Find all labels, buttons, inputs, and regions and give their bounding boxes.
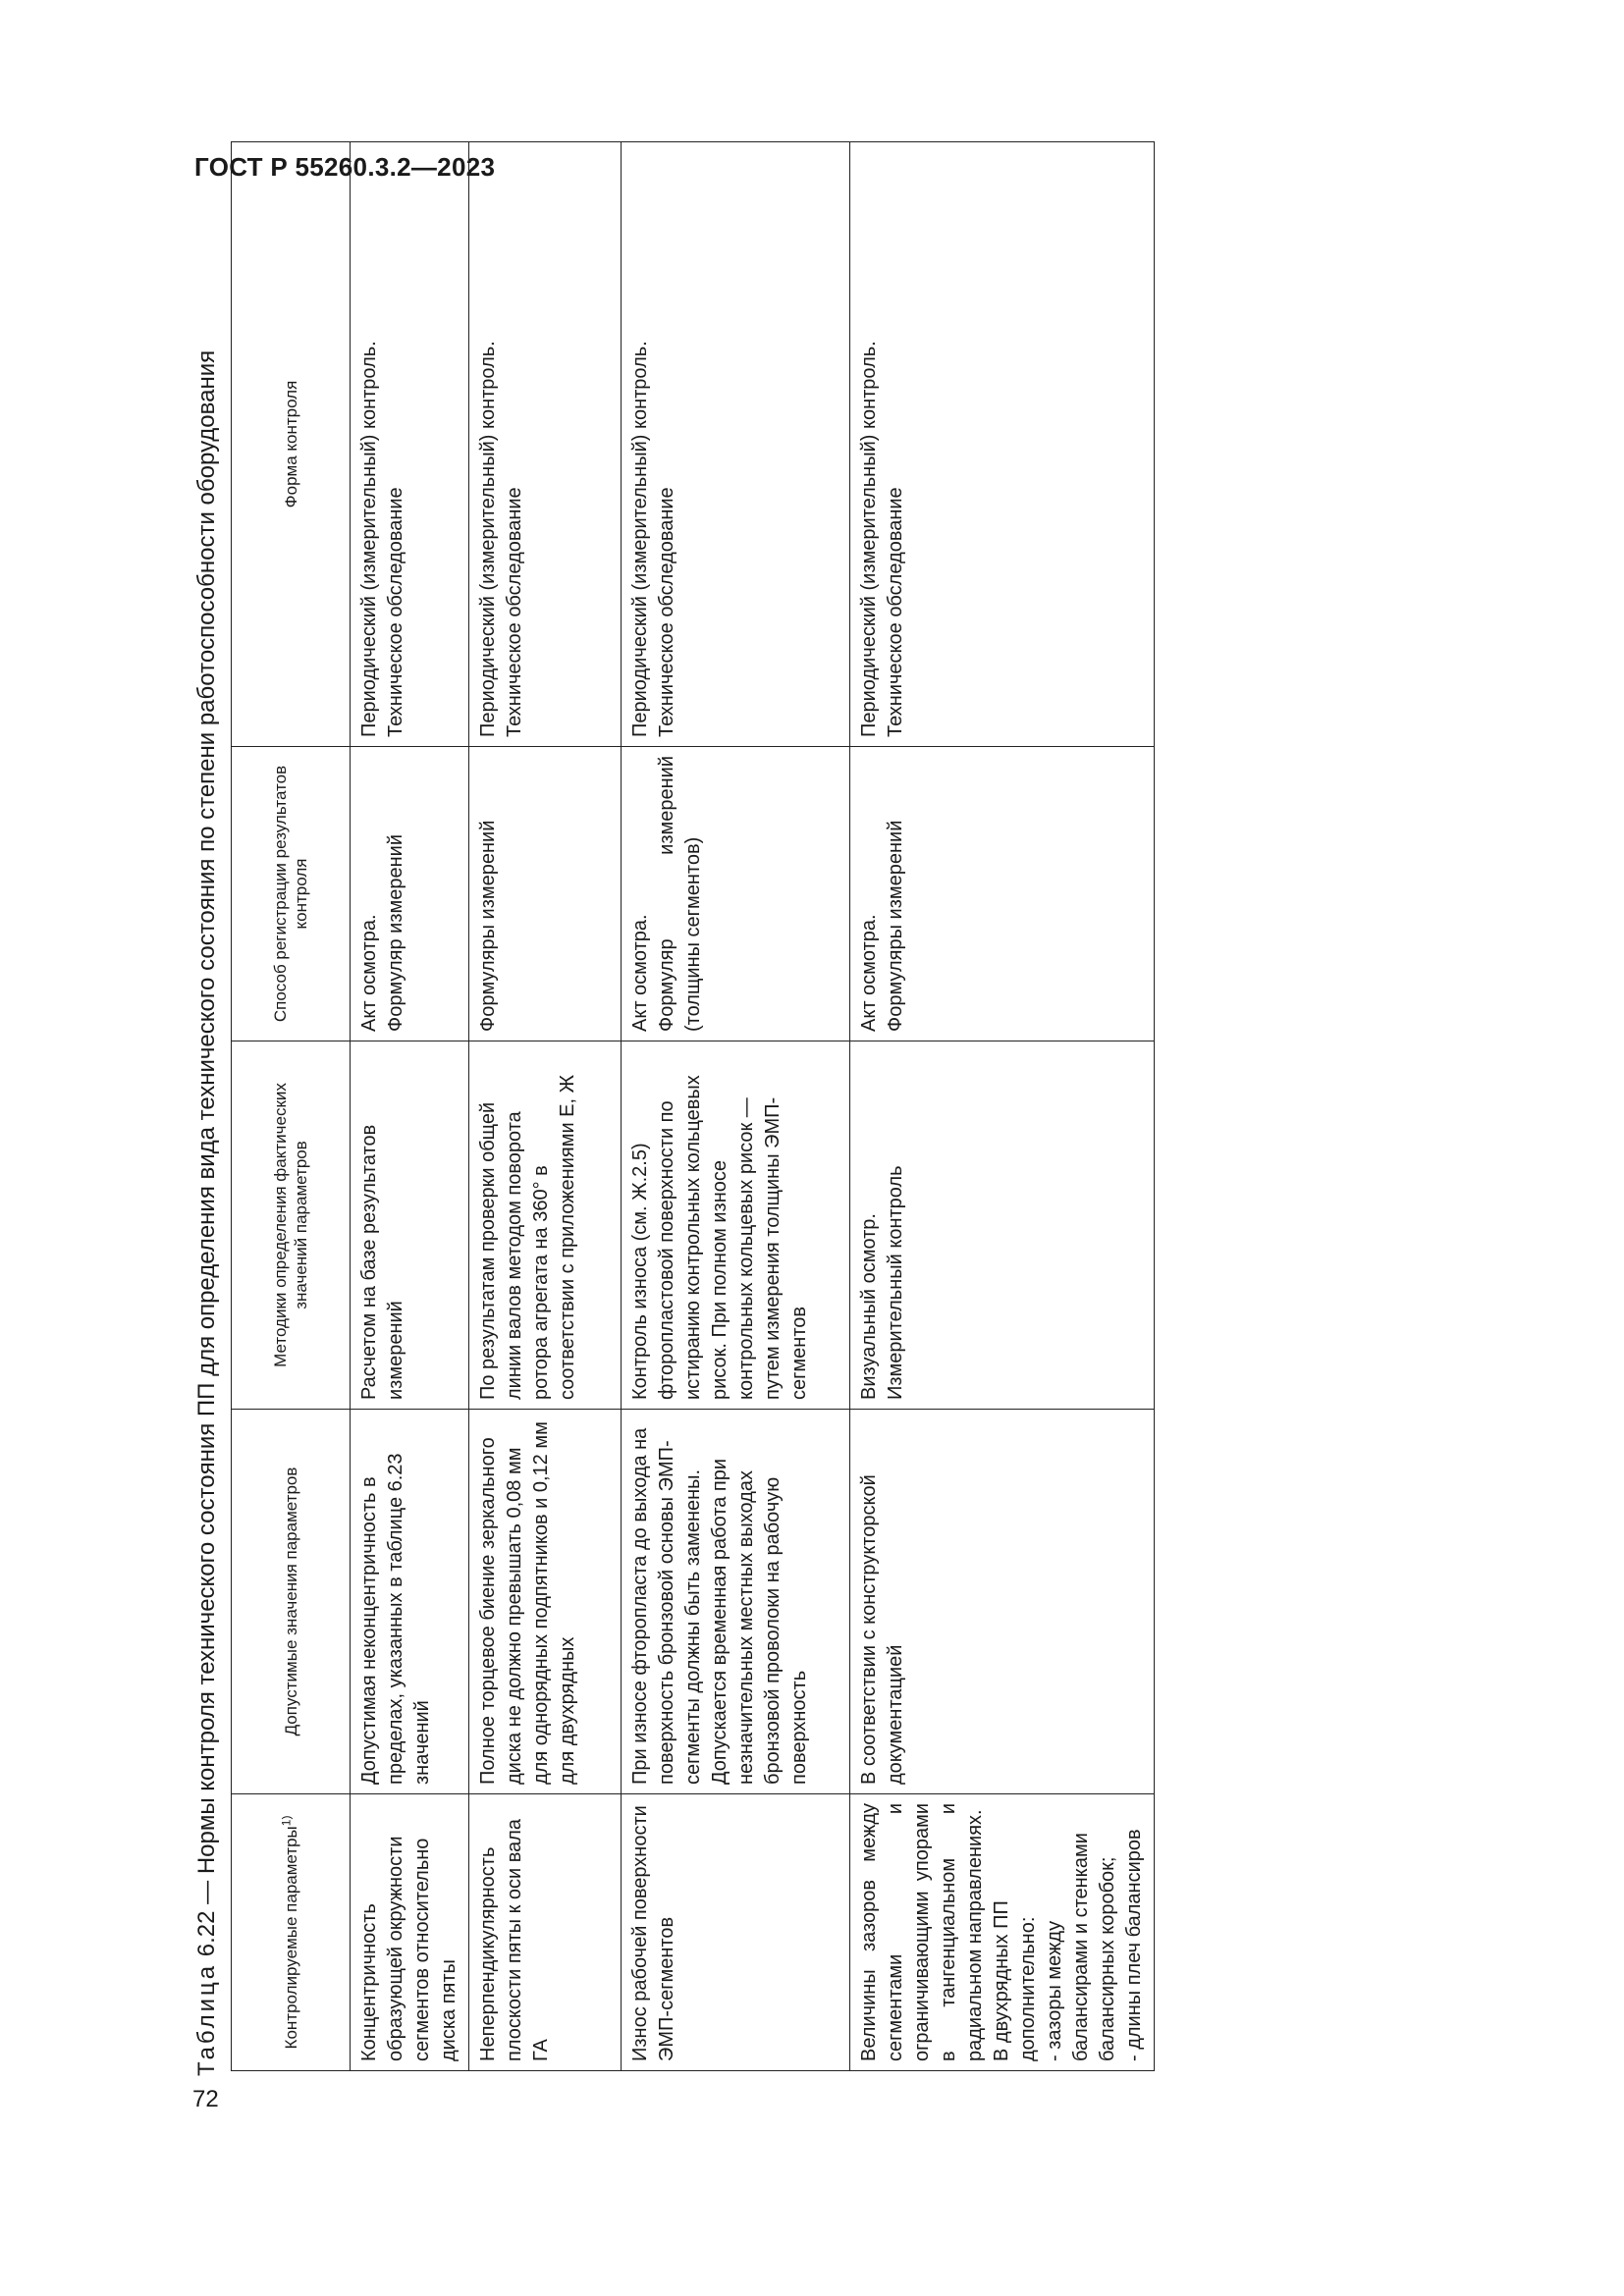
cell-param: Неперпендикулярность плоскости пяты к оси вала ГА [469, 1794, 622, 2071]
cell-form: Периодический (измерительный) контроль. Техническое обследование [622, 142, 850, 747]
header-method: Методики определения фактических значений параметров [232, 1041, 351, 1410]
cell-registration: Акт осмотра. Формуляры измерений [850, 747, 1155, 1041]
cell-allowed: В соответствии с конструкторской документацией [850, 1410, 1155, 1794]
page-number: 72 [192, 2086, 219, 2112]
cell-method: Расчетом на базе результатов измерений [351, 1041, 469, 1410]
cell-param: Износ рабочей поверхности ЭМП-сегментов [622, 1794, 850, 2071]
table-caption [193, 147, 221, 2076]
cell-method: Визуальный осмотр. Измерительный контроль [850, 1041, 1155, 1410]
cell-registration: Акт осмотра. Формуляр измерений [351, 747, 469, 1041]
document-code: ГОСТ Р 55260.3.2—2023 [194, 152, 496, 182]
cell-form: Периодический (измерительный) контроль. Техническое обследование [351, 142, 469, 747]
table-row [850, 142, 1155, 2071]
cell-param: Величины зазоров между сегментами и ограничивающими упорами в тангенциальном и радиальном направлениях. В двухрядных ПП дополнительно: - зазоры между балансирами и стенками балансирных коробок; - длины плеч балансиров [850, 1794, 1155, 2071]
table-header-row [232, 142, 351, 2071]
cell-form: Периодический (измерительный) контроль. Техническое обследование [469, 142, 622, 747]
caption-text: — Нормы контроля технического состояния ПП для определения вида технического состояния по степени работоспособности оборудования [193, 349, 220, 1904]
cell-registration: Формуляры измерений [469, 747, 622, 1041]
header-allowed: Допустимые значения параметров [232, 1410, 351, 1794]
cell-param: Концентричность образующей окружности сегментов относительно диска пяты [351, 1794, 469, 2071]
header-registration: Способ регистрации результатов контроля [232, 747, 351, 1041]
cell-allowed: Допустимая неконцентричность в пределах, указанных в таблице 6.23 значений [351, 1410, 469, 1794]
rotated-table-area [191, 142, 1301, 2076]
table-row [622, 142, 850, 2071]
cell-allowed: Полное торцевое биение зеркального диска не должно превышать 0,08 мм для однорядных подпятников и 0,12 мм для двухрядных [469, 1410, 622, 1794]
cell-method: По результатам проверки общей линии валов методом поворота ротора агрегата на 360° в соответствии с приложениями Е, Ж [469, 1041, 622, 1410]
cell-allowed: При износе фторопласта до выхода на поверхность бронзовой основы ЭМП-сегменты должны быть заменены. Допускается временная работа при незначительных местных выходах бронзовой проволоки на рабочую поверхность [622, 1410, 850, 1794]
table-row [351, 142, 469, 2071]
cell-form: Периодический (измерительный) контроль. Техническое обследование [850, 142, 1155, 747]
caption-label: Таблица [193, 1962, 220, 2076]
caption-number: 6.22 [193, 1910, 220, 1957]
header-param: Контролируемые параметры$^{1)}$ [232, 1794, 351, 2071]
table-row [469, 142, 622, 2071]
norms-table [231, 141, 1155, 2071]
cell-method: Контроль износа (см. Ж.2.5) фторопластовой поверхности по истиранию контрольных кольцевых рисок. При полном износе контрольных кольцевых рисок — путем измерения толщины ЭМП-сегментов [622, 1041, 850, 1410]
cell-registration: Акт осмотра. Формуляр измерений (толщины сегментов) [622, 747, 850, 1041]
header-form: Форма контроля [232, 142, 351, 747]
